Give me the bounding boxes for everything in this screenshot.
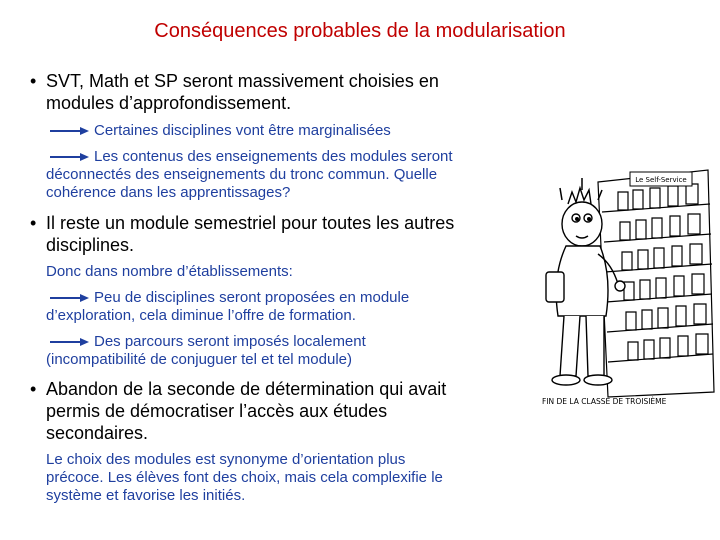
- arrow-icon: [50, 293, 90, 303]
- bullet-marker: •: [30, 379, 37, 399]
- sub-point-2-line-1: Les contenus des enseignements des modules seront: [94, 148, 453, 165]
- sub-point-6-line-2: précoce. Les élèves font des choix, mais cela complexifie le: [46, 469, 443, 486]
- bullet-3-line-2: permis de démocratiser l’accès aux études: [46, 401, 388, 421]
- bullet-2: [30, 212, 530, 256]
- sub-point-5-line-1: Des parcours seront imposés localement: [94, 333, 366, 350]
- sub-point-3: Donc dans nombre d’établissements:: [46, 263, 293, 280]
- cartoon-sign: Le Self-Service: [635, 176, 687, 184]
- arrow-icon: [50, 337, 90, 347]
- cartoon-drawing: [538, 142, 718, 410]
- sub-point-1: [50, 122, 530, 140]
- sub-point-6-line-3: système et favorise les initiés.: [46, 487, 246, 504]
- bullet-1: [30, 70, 530, 114]
- bullet-1-line-2: modules d’approfondissement.: [46, 93, 292, 113]
- sub-point-1-text: Certaines disciplines vont être marginalisées: [94, 122, 391, 139]
- sub-point-6: [46, 451, 536, 505]
- sub-point-4-line-1: Peu de disciplines seront proposées en module: [94, 289, 410, 306]
- bullet-marker: •: [30, 71, 37, 91]
- cartoon-illustration: [538, 142, 718, 410]
- slide-title: Conséquences probables de la modularisation: [154, 20, 566, 42]
- bullet-2-line-2: disciplines.: [46, 235, 135, 255]
- bullet-2-line-1: Il reste un module semestriel pour toutes les autres: [46, 213, 455, 233]
- sub-point-5-line-2: (incompatibilité de conjuguer tel et tel module): [46, 351, 352, 368]
- sub-point-4-line-2: d’exploration, cela diminue l’offre de formation.: [46, 307, 356, 324]
- arrow-icon: [50, 126, 90, 136]
- bullet-3: [30, 378, 530, 444]
- sub-point-2: [46, 148, 530, 202]
- sub-point-4: [46, 289, 530, 325]
- bullet-marker: •: [30, 213, 37, 233]
- bullet-3-line-1: Abandon de la seconde de détermination qui avait: [46, 379, 447, 399]
- sub-point-6-line-1: Le choix des modules est synonyme d’orientation plus: [46, 451, 406, 468]
- bullet-1-line-1: SVT, Math et SP seront massivement choisies en: [46, 71, 439, 91]
- sub-point-2-line-3: cohérence dans les apprentissages?: [46, 184, 291, 201]
- bullet-3-line-3: secondaires.: [46, 423, 149, 443]
- sub-point-5: [46, 333, 530, 369]
- cartoon-caption: FIN DE LA CLASSE DE TROISIÈME: [542, 397, 667, 406]
- arrow-icon: [50, 152, 90, 162]
- sub-point-2-line-2: déconnectés des enseignements du tronc commun. Quelle: [46, 166, 438, 183]
